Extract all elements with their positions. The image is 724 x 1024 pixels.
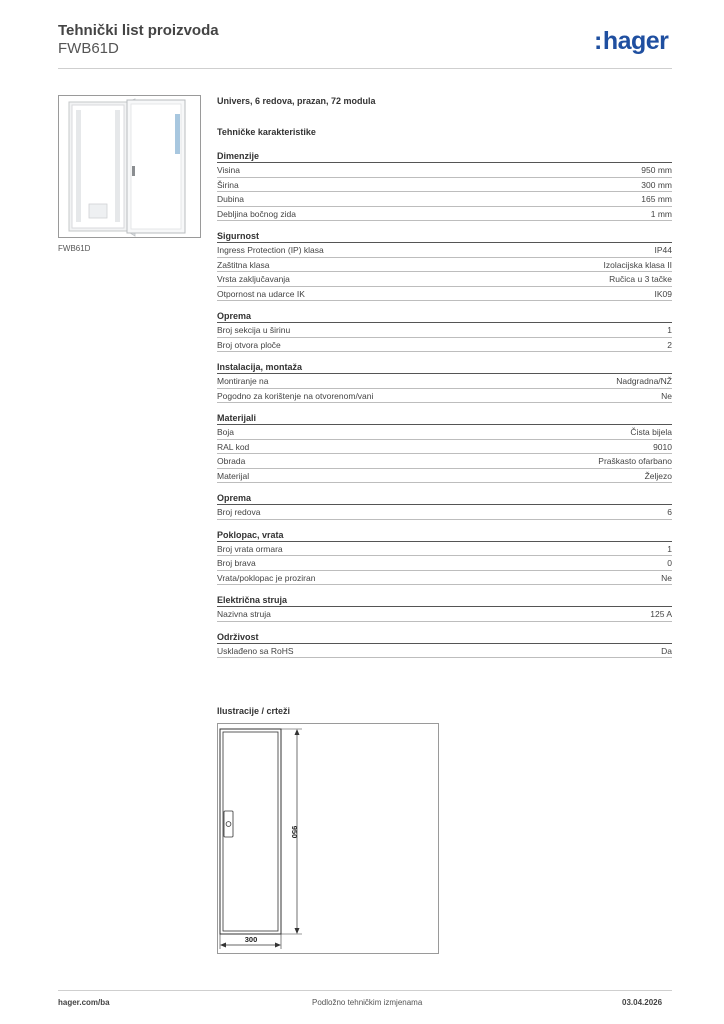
spec-label: Vrsta zaključavanja — [217, 274, 290, 284]
spec-label: Broj sekcija u širinu — [217, 325, 291, 335]
footer-date: 03.04.2026 — [622, 998, 663, 1007]
spec-row — [217, 243, 672, 258]
spec-row — [217, 556, 672, 571]
section-heading: Održivost — [217, 631, 672, 644]
spec-label: Boja — [217, 427, 235, 437]
spec-row — [217, 440, 672, 455]
spec-value: 0 — [667, 558, 672, 568]
product-code: FWB61D — [58, 40, 119, 57]
spec-value: 950 mm — [641, 165, 672, 175]
spec-row — [217, 505, 672, 520]
illustrations-title: Ilustracije / crteži — [217, 706, 291, 716]
spec-row — [217, 607, 672, 622]
product-subtitle: Univers, 6 redova, prazan, 72 modula — [217, 96, 376, 106]
spec-value: 2 — [667, 339, 672, 350]
spec-value: Izolacijska klasa II — [603, 259, 672, 270]
cabinet-photo-illustration — [59, 96, 200, 237]
spec-section — [217, 492, 672, 520]
spec-label: Vrata/poklopac je proziran — [217, 572, 316, 583]
footer-website[interactable]: hager.com/ba — [58, 998, 110, 1007]
width-dimension-label: 300 — [244, 935, 258, 944]
spec-section — [217, 230, 672, 301]
spec-label: RAL kod — [217, 441, 250, 452]
spec-value: 300 mm — [641, 179, 672, 190]
section-heading: Oprema — [217, 310, 672, 323]
spec-value: Čista bijela — [630, 427, 672, 437]
spec-value: Ručica u 3 tačke — [609, 274, 672, 284]
product-photo — [58, 95, 201, 238]
spec-row — [217, 644, 672, 659]
spec-label: Ingress Protection (IP) klasa — [217, 245, 324, 255]
section-heading: Poklopac, vrata — [217, 529, 672, 542]
spec-value: Željezo — [644, 470, 672, 481]
spec-value: IK09 — [654, 288, 672, 299]
hager-logo: :hager — [594, 27, 669, 55]
spec-label: Pogodno za korištenje na otvorenom/vani — [217, 390, 374, 401]
spec-section — [217, 150, 672, 221]
photo-caption: FWB61D — [58, 244, 91, 253]
page-title: Tehnički list proizvoda — [58, 22, 219, 39]
section-heading: Oprema — [217, 492, 672, 505]
logo-text: hager — [602, 27, 669, 55]
spec-section — [217, 361, 672, 403]
spec-label: Visina — [217, 165, 240, 175]
spec-label: Širina — [217, 179, 239, 190]
spec-row — [217, 542, 672, 557]
spec-row — [217, 571, 672, 586]
spec-row — [217, 454, 672, 469]
spec-sections — [217, 150, 672, 658]
spec-section — [217, 631, 672, 659]
spec-value: Nadgradna/NŽ — [616, 376, 672, 386]
spec-value: 165 mm — [641, 194, 672, 204]
spec-value: Ne — [661, 390, 672, 401]
spec-label: Broj otvora ploče — [217, 339, 281, 350]
spec-row — [217, 338, 672, 353]
height-dimension-label: 950 — [290, 825, 299, 839]
spec-label: Broj vrata ormara — [217, 543, 283, 554]
header-divider — [58, 68, 672, 69]
spec-label: Dubina — [217, 194, 244, 204]
spec-label: Broj redova — [217, 507, 261, 517]
spec-row — [217, 389, 672, 404]
spec-value: 1 — [667, 543, 672, 554]
spec-value: Da — [661, 645, 672, 656]
footer-note: Podložno tehničkim izmjenama — [312, 998, 423, 1007]
spec-panel — [217, 94, 672, 658]
footer-divider — [58, 990, 672, 991]
dimension-drawing — [218, 724, 438, 953]
spec-value: 9010 — [653, 441, 672, 452]
spec-value: Ne — [661, 572, 672, 583]
spec-row — [217, 178, 672, 193]
spec-row — [217, 323, 672, 338]
spec-row — [217, 425, 672, 440]
spec-section — [217, 594, 672, 622]
spec-label: Zaštitna klasa — [217, 259, 270, 270]
section-heading: Sigurnost — [217, 230, 672, 243]
spec-label: Montiranje na — [217, 376, 269, 386]
spec-label: Usklađeno sa RoHS — [217, 645, 294, 656]
spec-row — [217, 272, 672, 287]
technical-drawing — [217, 723, 439, 954]
spec-row — [217, 258, 672, 273]
section-heading: Instalacija, montaža — [217, 361, 672, 374]
spec-label: Materijal — [217, 470, 250, 481]
section-heading: Dimenzije — [217, 150, 672, 163]
spec-row — [217, 374, 672, 389]
spec-row — [217, 207, 672, 222]
spec-row — [217, 469, 672, 484]
section-heading: Električna struja — [217, 594, 672, 607]
spec-row — [217, 163, 672, 178]
spec-value: 1 mm — [650, 208, 672, 219]
spec-value: IP44 — [654, 245, 672, 255]
spec-value: Praškasto ofarbano — [598, 456, 672, 466]
spec-row — [217, 192, 672, 207]
spec-section — [217, 412, 672, 483]
spec-label: Broj brava — [217, 558, 256, 568]
spec-label: Nazivna struja — [217, 609, 271, 619]
spec-label: Obrada — [217, 456, 246, 466]
spec-label: Debljina bočnog zida — [217, 208, 296, 219]
spec-section — [217, 310, 672, 352]
spec-value: 6 — [667, 507, 672, 517]
spec-value: 1 — [667, 325, 672, 335]
characteristics-title: Tehničke karakteristike — [217, 127, 316, 137]
spec-value: 125 A — [650, 609, 672, 619]
spec-label: Otpornost na udarce IK — [217, 288, 305, 299]
spec-section — [217, 529, 672, 586]
spec-row — [217, 287, 672, 302]
section-heading: Materijali — [217, 412, 672, 425]
